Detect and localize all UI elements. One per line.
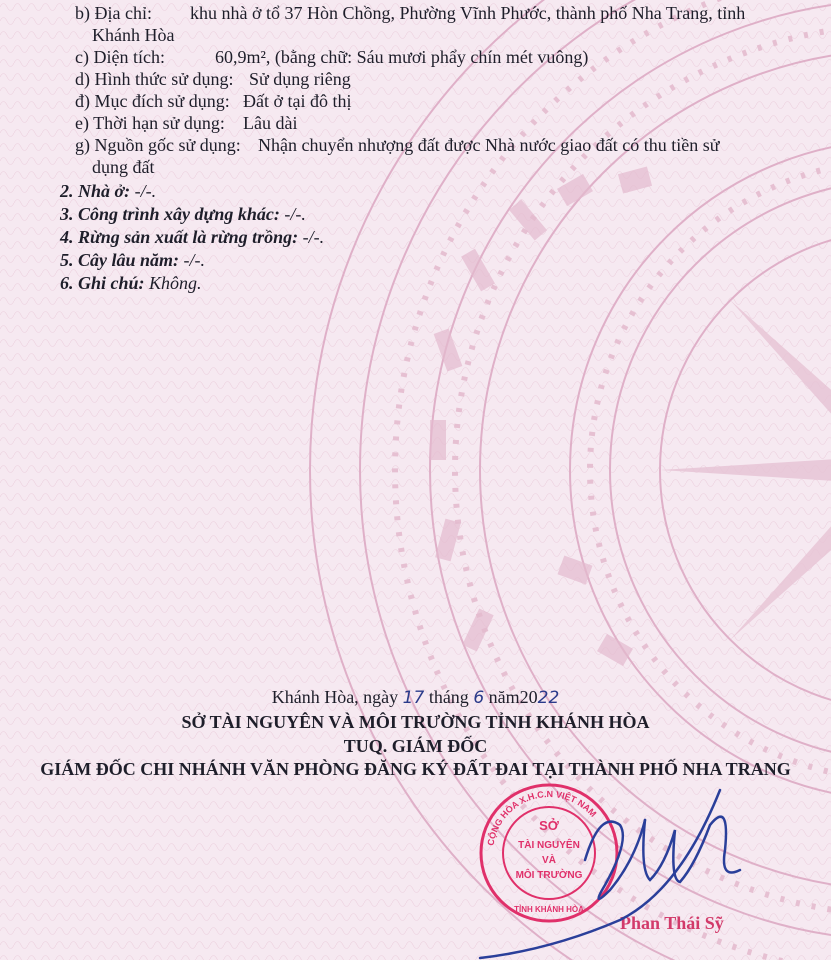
section-other-construction [60,203,306,225]
date-day: 17 [402,688,425,708]
stamp-line4: MÔI TRƯỜNG [515,870,583,881]
section-perennial-label: 5. Cây lâu năm: [60,250,180,270]
section-house-label: 2. Nhà ở: [60,181,131,201]
purpose-value: Đất ở tại đô thị [243,91,352,111]
signer-name: Phan Thái Sỹ [620,913,724,933]
stamp-line1: SỞ [539,818,559,833]
purpose-label: đ) Mục đích sử dụng: [75,91,230,111]
section-perennial-value: -/-. [183,250,206,270]
area-label: c) Diện tích: [75,47,165,67]
date-month: 6 [473,688,485,708]
stamp-bottom-text: TỈNH KHÁNH HÒA [514,905,584,914]
stamp-line3: VÀ [542,855,556,866]
area-value: 60,9m², (bằng chữ: Sáu mươi phẩy chín mét vuông) [215,47,589,67]
area-row [75,46,588,68]
origin-row [75,134,719,156]
section-notes-label: 6. Ghi chú: [60,273,145,293]
origin-label: g) Nguồn gốc sử dụng: [75,135,241,155]
date-prefix: Khánh Hòa, ngày [271,687,399,707]
section-forest [60,226,324,248]
stamp-ring-text: CỘNG HÒA X.H.C.N VIỆT NAM [485,788,599,847]
term-row [75,112,297,134]
use-form-label: d) Hình thức sử dụng: [75,69,234,89]
section-other-construction-value: -/-. [284,204,306,224]
section-house [60,180,156,202]
date-month-word: tháng [428,687,469,707]
purpose-row [75,90,352,112]
date-year-prefix: 20 [519,687,538,707]
date-year-suffix: 22 [537,688,560,708]
section-forest-value: -/-. [302,227,325,247]
handwritten-signature [470,770,770,960]
term-label: e) Thời hạn sử dụng: [75,113,225,133]
stamp-line2: TÀI NGUYÊN [518,840,580,851]
origin-continued: dụng đất [92,157,155,177]
signing-date [0,687,831,708]
section-house-value: -/-. [134,181,157,201]
address-row [75,2,745,24]
section-forest-label: 4. Rừng sản xuất là rừng trồng: [60,227,299,247]
section-notes [60,272,202,294]
section-perennial [60,249,205,271]
date-year-word: năm [488,687,520,707]
term-value: Lâu dài [243,113,298,133]
delegation-title: TUQ. GIÁM ĐỐC [343,736,488,756]
agency-title: SỞ TÀI NGUYÊN VÀ MÔI TRƯỜNG TỈNH KHÁNH HÒA [181,712,650,732]
section-other-construction-label: 3. Công trình xây dựng khác: [60,204,280,224]
use-form-value: Sử dụng riêng [249,69,351,89]
origin-value: Nhận chuyển nhượng đất được Nhà nước giao đất có thu tiền sử [258,135,720,155]
position-title: GIÁM ĐỐC CHI NHÁNH VĂN PHÒNG ĐĂNG KÝ ĐẤT ĐAI TẠI THÀNH PHỐ NHA TRANG [40,759,791,779]
address-value: khu nhà ở tổ 37 Hòn Chồng, Phường Vĩnh Phước, thành phố Nha Trang, tỉnh [190,3,746,23]
address-continued: Khánh Hòa [92,25,175,45]
section-notes-value: Không. [149,273,202,293]
use-form-row [75,68,351,90]
address-label: b) Địa chỉ: [75,3,152,23]
